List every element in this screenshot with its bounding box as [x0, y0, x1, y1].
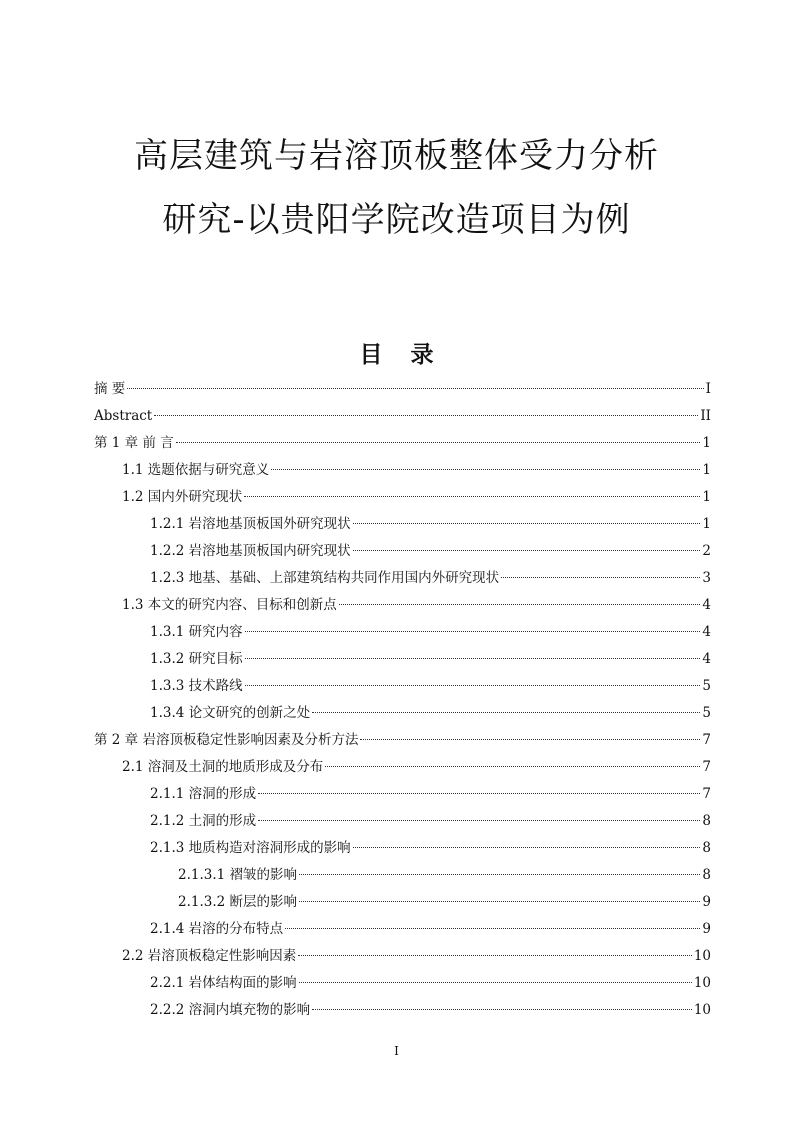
toc-entry[interactable]	[94, 891, 711, 918]
toc-entry[interactable]	[94, 810, 711, 837]
toc-entry[interactable]	[94, 945, 711, 972]
toc-entry[interactable]	[94, 918, 711, 945]
toc-entry[interactable]	[94, 783, 711, 810]
toc-dot-leader	[245, 658, 701, 659]
toc-entry[interactable]	[94, 729, 711, 756]
toc-entry-label: 摘 要	[94, 381, 126, 397]
toc-entry[interactable]	[94, 459, 711, 486]
toc-entry[interactable]	[94, 432, 711, 459]
toc-entry-label: 2.1.3 地质构造对溶洞形成的影响	[150, 840, 351, 856]
toc-entry-page: 1	[702, 462, 711, 478]
toc-dot-leader	[298, 955, 692, 956]
toc-entry-page: 9	[702, 894, 711, 910]
toc-entry[interactable]	[94, 486, 711, 513]
toc-entry-label: 2.1.1 溶洞的形成	[150, 786, 257, 802]
toc-entry-label: 2.2.1 岩体结构面的影响	[150, 975, 297, 991]
toc-entry-page: I	[705, 381, 711, 397]
toc-entry-page: 7	[702, 786, 711, 802]
toc-entry-label: 1.3.2 研究目标	[150, 651, 243, 667]
toc-entry-label: 1.2.1 岩溶地基顶板国外研究现状	[150, 516, 351, 532]
toc-entry-page: 10	[693, 975, 711, 991]
toc-entry-label: 2.1.3.2 断层的影响	[178, 894, 298, 910]
toc-entry[interactable]	[94, 702, 711, 729]
toc-entry-label: 第 1 章 前 言	[94, 435, 174, 451]
toc-entry-page: 9	[702, 921, 711, 937]
toc-dot-leader	[245, 631, 701, 632]
toc-dot-leader	[339, 604, 701, 605]
toc-entry-label: 2.2 岩溶顶板稳定性影响因素	[122, 948, 297, 964]
toc-entry[interactable]	[94, 405, 711, 432]
toc-entry-page: II	[700, 408, 711, 424]
toc-entry-page: 1	[702, 516, 711, 532]
toc-dot-leader	[176, 442, 701, 443]
toc-entry[interactable]	[94, 837, 711, 864]
toc-entry-page: 10	[693, 1002, 711, 1018]
toc-heading: 目录	[359, 342, 462, 368]
toc-dot-leader	[353, 847, 701, 848]
toc-entry-label: 1.1 选题依据与研究意义	[122, 462, 270, 478]
document-title-line-2: 研究-以贵阳学院改造项目为例	[162, 200, 631, 240]
toc-dot-leader	[154, 415, 698, 416]
toc-dot-leader	[258, 793, 700, 794]
toc-dot-leader	[285, 928, 700, 929]
toc-entry-label: 2.1.4 岩溶的分布特点	[150, 921, 284, 937]
toc-entry-page: 8	[702, 813, 711, 829]
toc-entry-page: 5	[702, 705, 711, 721]
toc-dot-leader	[245, 685, 701, 686]
toc-entry-label: 1.3 本文的研究内容、目标和创新点	[122, 597, 337, 613]
toc-dot-leader	[312, 712, 700, 713]
toc-entry[interactable]	[94, 567, 711, 594]
toc-entry[interactable]	[94, 999, 711, 1026]
toc-dot-leader	[244, 496, 700, 497]
toc-entry-page: 4	[702, 651, 711, 667]
toc-dot-leader	[299, 874, 700, 875]
toc-entry[interactable]	[94, 972, 711, 999]
toc-entry[interactable]	[94, 675, 711, 702]
toc-dot-leader	[360, 739, 700, 740]
toc-entry-label: Abstract	[94, 408, 153, 424]
toc-entry-page: 4	[702, 624, 711, 640]
toc-entry-page: 3	[702, 570, 711, 586]
toc-dot-leader	[127, 388, 703, 389]
toc-dot-leader	[353, 523, 701, 524]
toc-entry-page: 1	[702, 489, 711, 505]
toc-dot-leader	[271, 469, 700, 470]
toc-entry-page: 8	[702, 840, 711, 856]
toc-dot-leader	[353, 550, 701, 551]
toc-entry[interactable]	[94, 594, 711, 621]
toc-entry-label: 1.3.4 论文研究的创新之处	[150, 705, 311, 721]
toc-dot-leader	[299, 901, 700, 902]
toc-entry-label: 2.1 溶洞及土洞的地质形成及分布	[122, 759, 324, 775]
toc-dot-leader	[501, 577, 700, 578]
toc-entry-page: 5	[702, 678, 711, 694]
toc-entry-label: 1.3.3 技术路线	[150, 678, 243, 694]
toc-entry-page: 7	[702, 759, 711, 775]
toc-entry[interactable]	[94, 378, 711, 405]
table-of-contents	[94, 378, 711, 1026]
toc-entry[interactable]	[94, 513, 711, 540]
toc-dot-leader	[299, 982, 692, 983]
toc-entry-label: 2.1.3.1 褶皱的影响	[178, 867, 298, 883]
toc-dot-leader	[258, 820, 700, 821]
toc-entry-page: 8	[702, 867, 711, 883]
toc-entry[interactable]	[94, 756, 711, 783]
toc-entry-label: 1.2.2 岩溶地基顶板国内研究现状	[150, 543, 351, 559]
toc-entry-page: 1	[702, 435, 711, 451]
toc-entry-label: 2.2.2 溶洞内填充物的影响	[150, 1002, 311, 1018]
toc-entry[interactable]	[94, 621, 711, 648]
toc-entry[interactable]	[94, 648, 711, 675]
toc-dot-leader	[312, 1009, 692, 1010]
toc-entry-label: 1.2.3 地基、基础、上部建筑结构共同作用国内外研究现状	[150, 570, 500, 586]
toc-entry-page: 2	[702, 543, 711, 559]
toc-entry[interactable]	[94, 864, 711, 891]
toc-entry[interactable]	[94, 540, 711, 567]
toc-entry-label: 2.1.2 土洞的形成	[150, 813, 257, 829]
toc-entry-label: 1.3.1 研究内容	[150, 624, 243, 640]
toc-entry-page: 7	[702, 732, 711, 748]
document-title-line-1: 高层建筑与岩溶顶板整体受力分析	[134, 136, 659, 176]
toc-dot-leader	[325, 766, 700, 767]
page-number: I	[394, 1044, 399, 1058]
toc-entry-page: 4	[702, 597, 711, 613]
toc-entry-label: 第 2 章 岩溶顶板稳定性影响因素及分析方法	[94, 732, 359, 748]
toc-entry-page: 10	[693, 948, 711, 964]
toc-entry-label: 1.2 国内外研究现状	[122, 489, 243, 505]
